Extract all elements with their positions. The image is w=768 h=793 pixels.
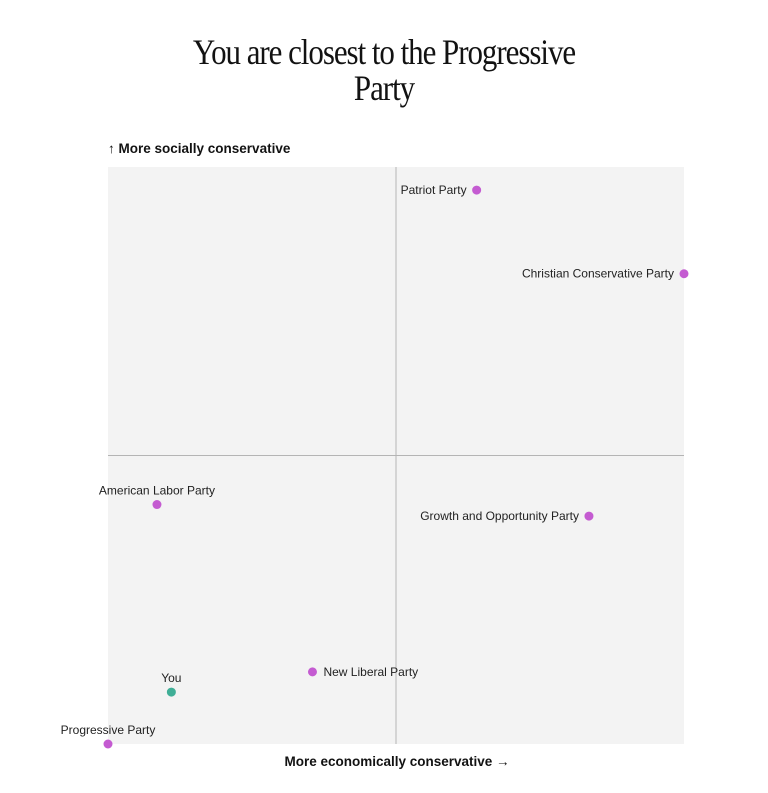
point-progressive-party: [104, 740, 113, 749]
point-you: [167, 688, 176, 697]
point-patriot-party: [472, 186, 481, 195]
label-growth-and-opportunity-party: Growth and Opportunity Party: [420, 509, 579, 524]
point-christian-conservative-party: [680, 269, 689, 278]
label-you: You: [161, 671, 182, 686]
y-axis-label: ↑ More socially conservative: [108, 141, 291, 156]
x-axis-label: More economically conservative →: [284, 754, 510, 769]
point-american-labor-party: [152, 500, 161, 509]
label-new-liberal-party: New Liberal Party: [323, 664, 419, 679]
label-patriot-party: Patriot Party: [400, 183, 467, 198]
title-line-2: Party: [353, 68, 415, 108]
label-christian-conservative-party: Christian Conservative Party: [521, 266, 674, 281]
title-line-1: You are closest to the Progressive: [192, 32, 576, 72]
label-american-labor-party: American Labor Party: [98, 483, 215, 498]
label-progressive-party: Progressive Party: [60, 723, 156, 737]
point-growth-and-opportunity-party: [584, 512, 593, 521]
point-new-liberal-party: [308, 667, 317, 676]
